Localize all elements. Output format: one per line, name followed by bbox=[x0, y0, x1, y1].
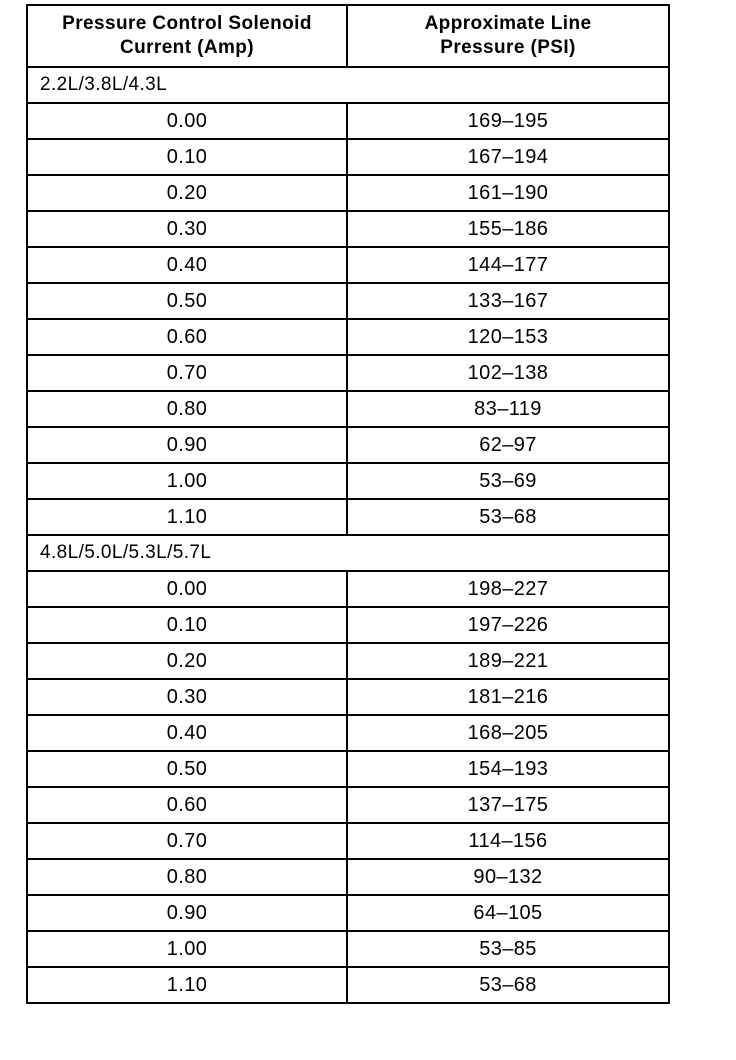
table-row bbox=[27, 679, 669, 715]
table-row bbox=[27, 931, 669, 967]
table-row bbox=[27, 355, 669, 391]
pressure-cell: 144–177 bbox=[347, 247, 669, 283]
header-current-line-1: Pressure Control Solenoid bbox=[62, 13, 312, 34]
table-row bbox=[27, 211, 669, 247]
header-current-line-2: Current (Amp) bbox=[120, 37, 254, 58]
table-row bbox=[27, 319, 669, 355]
pressure-cell: 53–69 bbox=[347, 463, 669, 499]
pressure-cell: 64–105 bbox=[347, 895, 669, 931]
engine-group-label: 4.8L/5.0L/5.3L/5.7L bbox=[27, 535, 669, 571]
table-row bbox=[27, 499, 669, 535]
pressure-cell: 133–167 bbox=[347, 283, 669, 319]
table-row bbox=[27, 859, 669, 895]
pressure-cell: 62–97 bbox=[347, 427, 669, 463]
pressure-cell: 167–194 bbox=[347, 139, 669, 175]
pressure-cell: 83–119 bbox=[347, 391, 669, 427]
group-header-row bbox=[27, 535, 669, 571]
current-cell: 0.30 bbox=[27, 679, 347, 715]
table-row bbox=[27, 463, 669, 499]
header-current bbox=[27, 5, 347, 67]
current-cell: 0.50 bbox=[27, 751, 347, 787]
current-cell: 0.20 bbox=[27, 175, 347, 211]
table-row bbox=[27, 139, 669, 175]
current-cell: 0.90 bbox=[27, 895, 347, 931]
table-row bbox=[27, 427, 669, 463]
current-cell: 0.00 bbox=[27, 571, 347, 607]
pressure-cell: 120–153 bbox=[347, 319, 669, 355]
current-cell: 0.00 bbox=[27, 103, 347, 139]
pressure-cell: 53–85 bbox=[347, 931, 669, 967]
table-row bbox=[27, 103, 669, 139]
pressure-cell: 168–205 bbox=[347, 715, 669, 751]
table-row bbox=[27, 895, 669, 931]
table-row bbox=[27, 607, 669, 643]
pressure-cell: 154–193 bbox=[347, 751, 669, 787]
current-cell: 0.50 bbox=[27, 283, 347, 319]
pressure-cell: 90–132 bbox=[347, 859, 669, 895]
pressure-cell: 114–156 bbox=[347, 823, 669, 859]
pressure-cell: 197–226 bbox=[347, 607, 669, 643]
table-row bbox=[27, 823, 669, 859]
current-cell: 0.80 bbox=[27, 391, 347, 427]
pressure-cell: 189–221 bbox=[347, 643, 669, 679]
pressure-cell: 161–190 bbox=[347, 175, 669, 211]
pressure-cell: 169–195 bbox=[347, 103, 669, 139]
current-cell: 0.60 bbox=[27, 319, 347, 355]
pressure-cell: 137–175 bbox=[347, 787, 669, 823]
table-row bbox=[27, 175, 669, 211]
pressure-cell: 155–186 bbox=[347, 211, 669, 247]
table-row bbox=[27, 571, 669, 607]
pressure-table bbox=[26, 4, 670, 1004]
table-row bbox=[27, 283, 669, 319]
group-header-row bbox=[27, 67, 669, 103]
pressure-cell: 102–138 bbox=[347, 355, 669, 391]
header-pressure-line-2: Pressure (PSI) bbox=[440, 37, 576, 58]
table-row bbox=[27, 391, 669, 427]
current-cell: 1.10 bbox=[27, 967, 347, 1003]
current-cell: 1.10 bbox=[27, 499, 347, 535]
table-row bbox=[27, 247, 669, 283]
engine-group-label: 2.2L/3.8L/4.3L bbox=[27, 67, 669, 103]
current-cell: 1.00 bbox=[27, 463, 347, 499]
current-cell: 0.10 bbox=[27, 139, 347, 175]
current-cell: 0.70 bbox=[27, 823, 347, 859]
pressure-cell: 198–227 bbox=[347, 571, 669, 607]
table-body bbox=[27, 67, 669, 1003]
header-pressure-line-1: Approximate Line bbox=[424, 13, 592, 34]
table-row bbox=[27, 967, 669, 1003]
current-cell: 0.10 bbox=[27, 607, 347, 643]
table-row bbox=[27, 715, 669, 751]
table-row bbox=[27, 787, 669, 823]
table-row bbox=[27, 751, 669, 787]
table-row bbox=[27, 643, 669, 679]
current-cell: 0.80 bbox=[27, 859, 347, 895]
current-cell: 0.40 bbox=[27, 247, 347, 283]
current-cell: 0.90 bbox=[27, 427, 347, 463]
pressure-cell: 53–68 bbox=[347, 967, 669, 1003]
current-cell: 0.30 bbox=[27, 211, 347, 247]
current-cell: 1.00 bbox=[27, 931, 347, 967]
current-cell: 0.70 bbox=[27, 355, 347, 391]
header-row bbox=[27, 5, 669, 67]
current-cell: 0.40 bbox=[27, 715, 347, 751]
pressure-cell: 181–216 bbox=[347, 679, 669, 715]
current-cell: 0.60 bbox=[27, 787, 347, 823]
pressure-cell: 53–68 bbox=[347, 499, 669, 535]
current-cell: 0.20 bbox=[27, 643, 347, 679]
header-pressure bbox=[347, 5, 669, 67]
